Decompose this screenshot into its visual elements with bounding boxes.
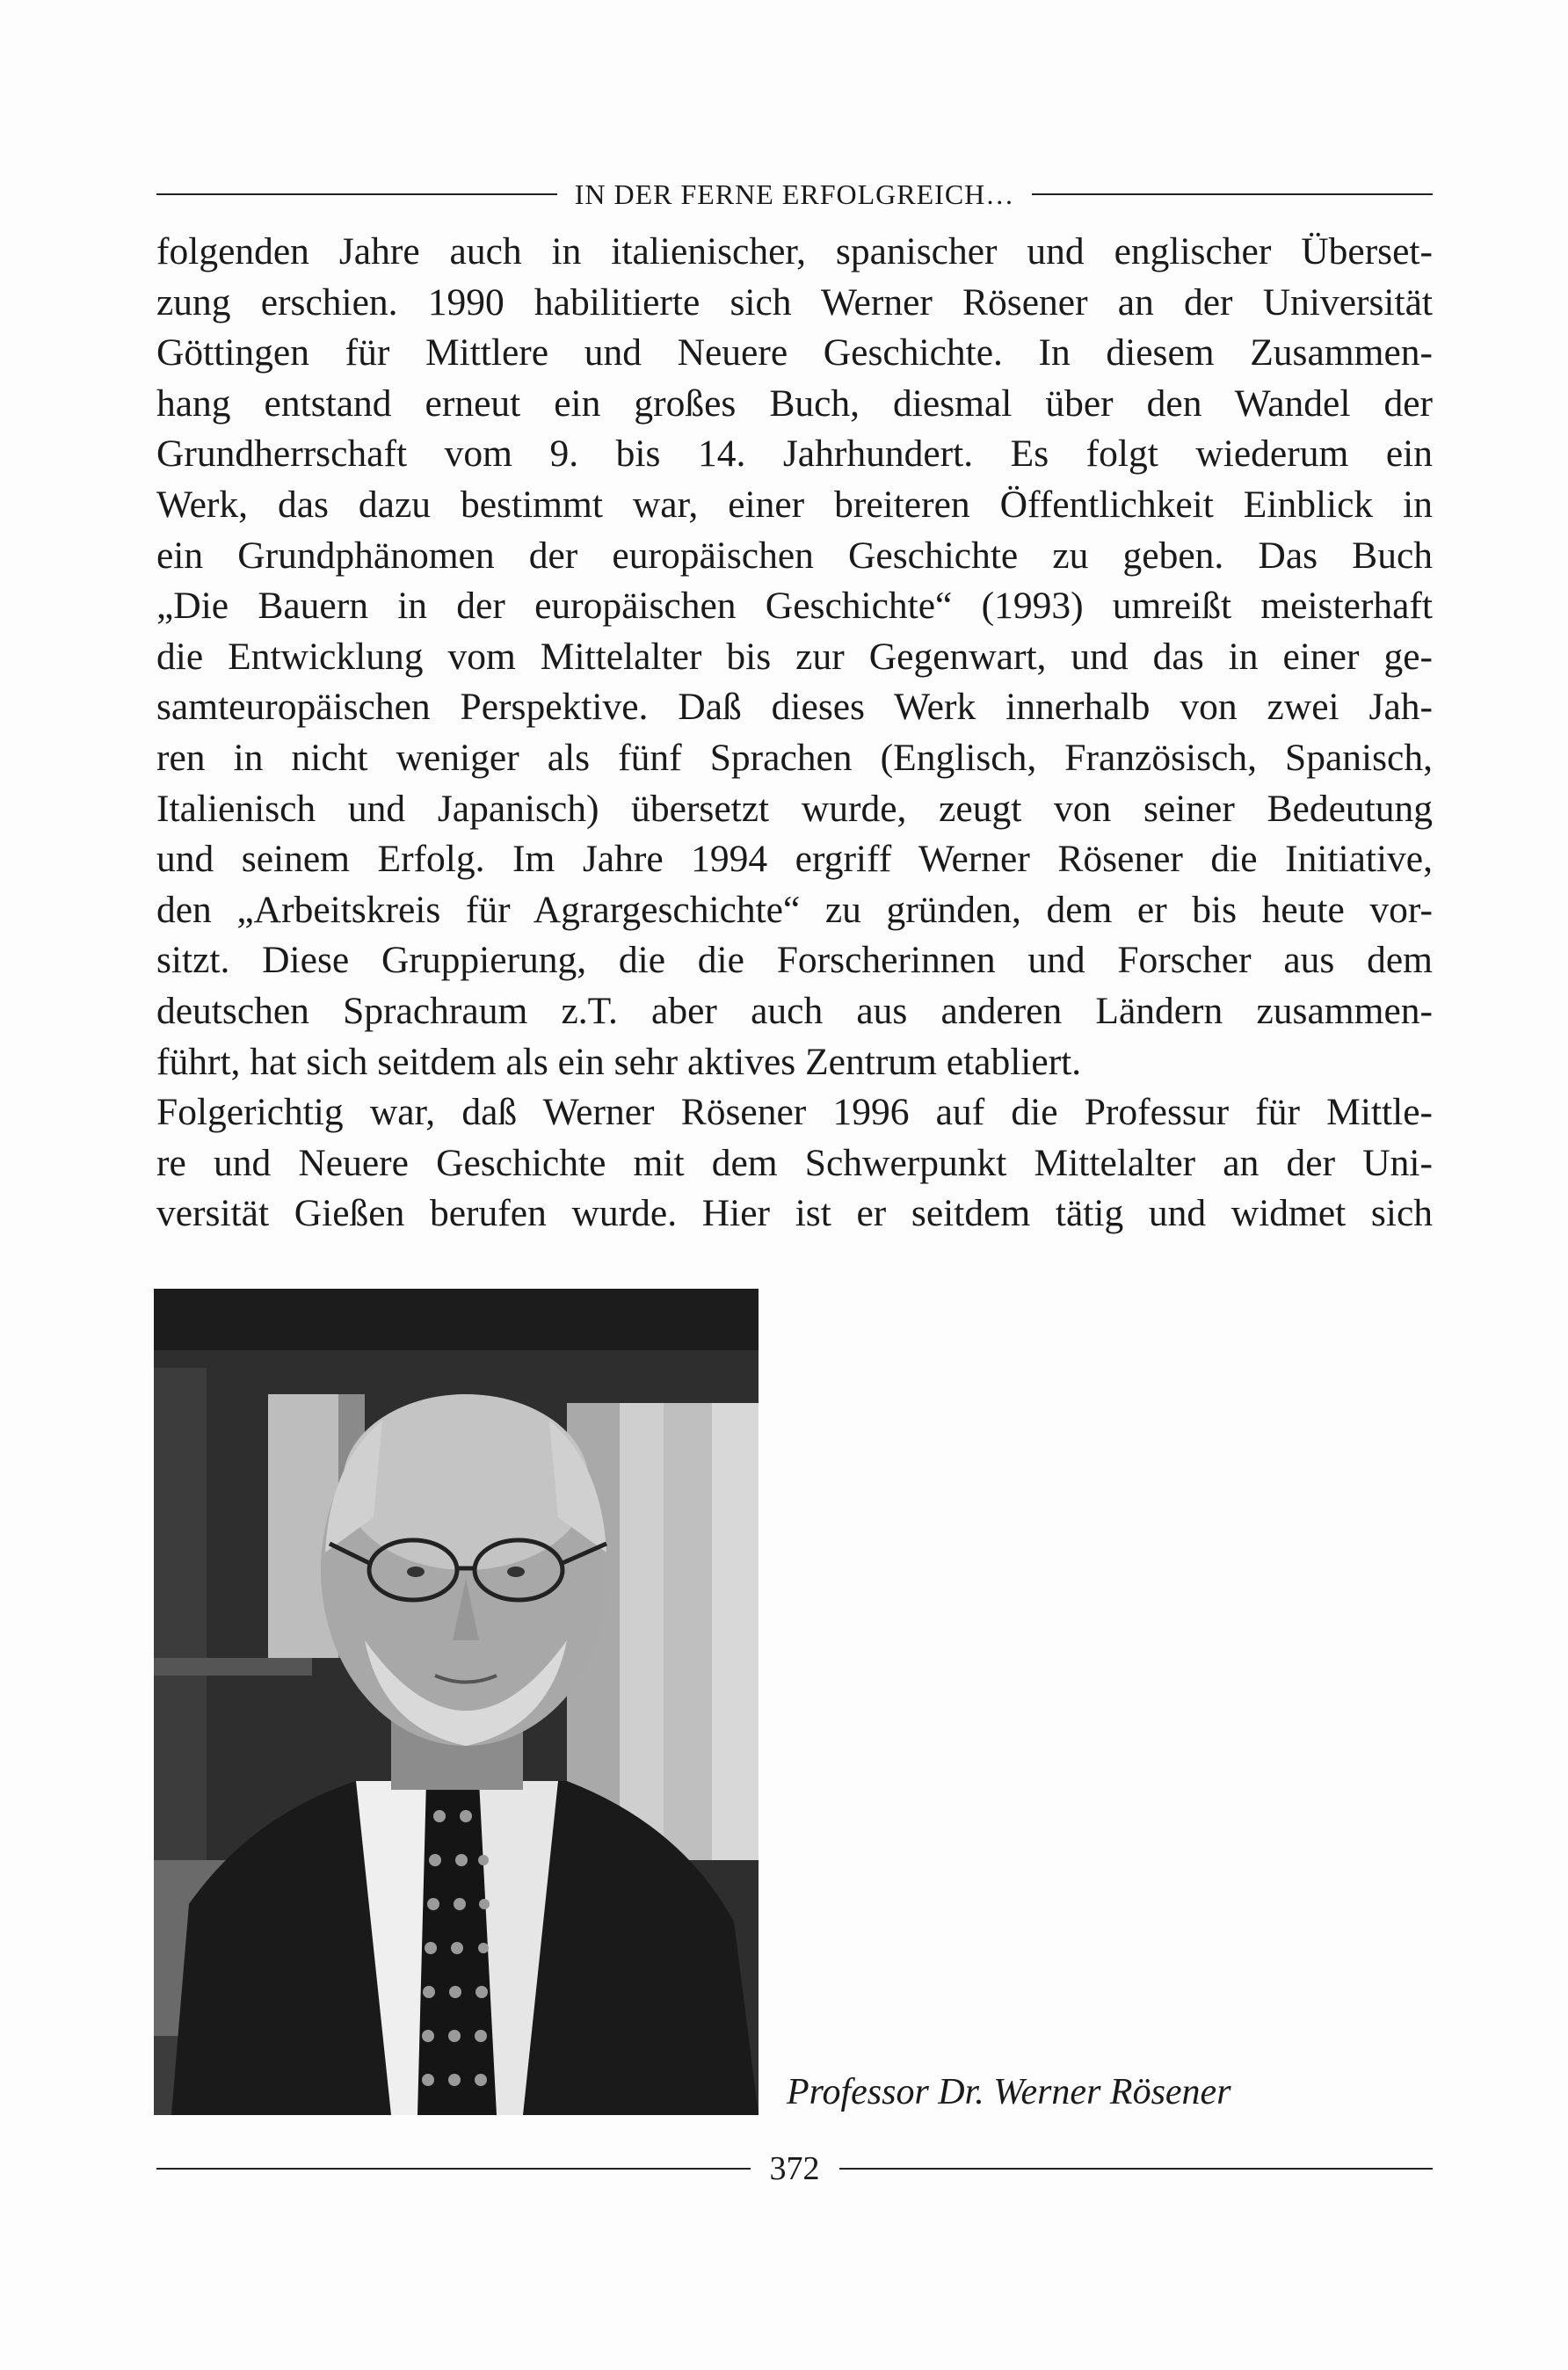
text-line: versität Gießen berufen wurde. Hier ist er seitdem tätig und widmet sich — [156, 1192, 1433, 1235]
text-line: deutschen Sprachraum z.T. aber auch aus anderen Ländern zusammen- — [156, 989, 1433, 1032]
running-head-title: IN DER FERNE ERFOLGREICH… — [574, 178, 1015, 210]
running-head-rule-right — [1032, 193, 1433, 195]
text-line: sitzt. Diese Gruppierung, die die Forscherinnen und Forscher aus dem — [156, 939, 1433, 982]
photo-caption: Professor Dr. Werner Rösener — [787, 2072, 1231, 2112]
text-line: die Entwicklung vom Mittelalter bis zur Gegenwart, und das in einer ge- — [156, 635, 1433, 678]
text-line: und seinem Erfolg. Im Jahre 1994 ergriff Werner Rösener die Initiative, — [156, 838, 1433, 881]
text-line: zung erschien. 1990 habilitierte sich Werner Rösener an der Universität — [156, 280, 1433, 324]
text-line: samteuropäischen Perspektive. Daß dieses Werk innerhalb von zwei Jah- — [156, 686, 1433, 729]
text-line: Italienisch und Japanisch) übersetzt wurde, zeugt von seiner Bedeutung — [156, 787, 1433, 830]
running-head — [156, 174, 1433, 214]
portrait-photo — [154, 1289, 759, 2115]
footer-rule-right — [839, 2168, 1434, 2170]
text-line: „Die Bauern in der europäischen Geschichte“ (1993) umreißt meisterhaft — [156, 585, 1433, 628]
text-line: führt, hat sich seitdem als ein sehr aktives Zentrum etabliert. — [156, 1040, 1082, 1083]
text-line: ein Grundphänomen der europäischen Geschichte zu geben. Das Buch — [156, 534, 1433, 577]
text-line: Folgerichtig war, daß Werner Rösener 1996 auf die Professur für Mittle- — [156, 1091, 1433, 1134]
text-line: ren in nicht weniger als fünf Sprachen (Englisch, Französisch, Spanisch, — [156, 736, 1433, 779]
page-footer — [156, 2147, 1433, 2191]
body-text — [156, 227, 1433, 1240]
text-line: folgenden Jahre auch in italienischer, spanischer und englischer Überset- — [156, 230, 1433, 273]
text-line: hang entstand erneut ein großes Buch, diesmal über den Wandel der — [156, 382, 1433, 425]
running-head-rule-left — [156, 193, 557, 195]
page-number: 372 — [769, 2150, 820, 2187]
text-line: den „Arbeitskreis für Agrargeschichte“ zu gründen, dem er bis heute vor- — [156, 888, 1433, 931]
portrait-illustration — [154, 1289, 759, 2115]
text-line: re und Neuere Geschichte mit dem Schwerpunkt Mittelalter an der Uni- — [156, 1141, 1433, 1184]
text-line: Grundherrschaft vom 9. bis 14. Jahrhundert. Es folgt wiederum ein — [156, 433, 1433, 476]
text-line: Göttingen für Mittlere und Neuere Geschichte. In diesem Zusammen- — [156, 331, 1433, 374]
footer-rule-left — [156, 2168, 751, 2170]
text-line: Werk, das dazu bestimmt war, einer breiteren Öffentlichkeit Einblick in — [156, 483, 1433, 526]
